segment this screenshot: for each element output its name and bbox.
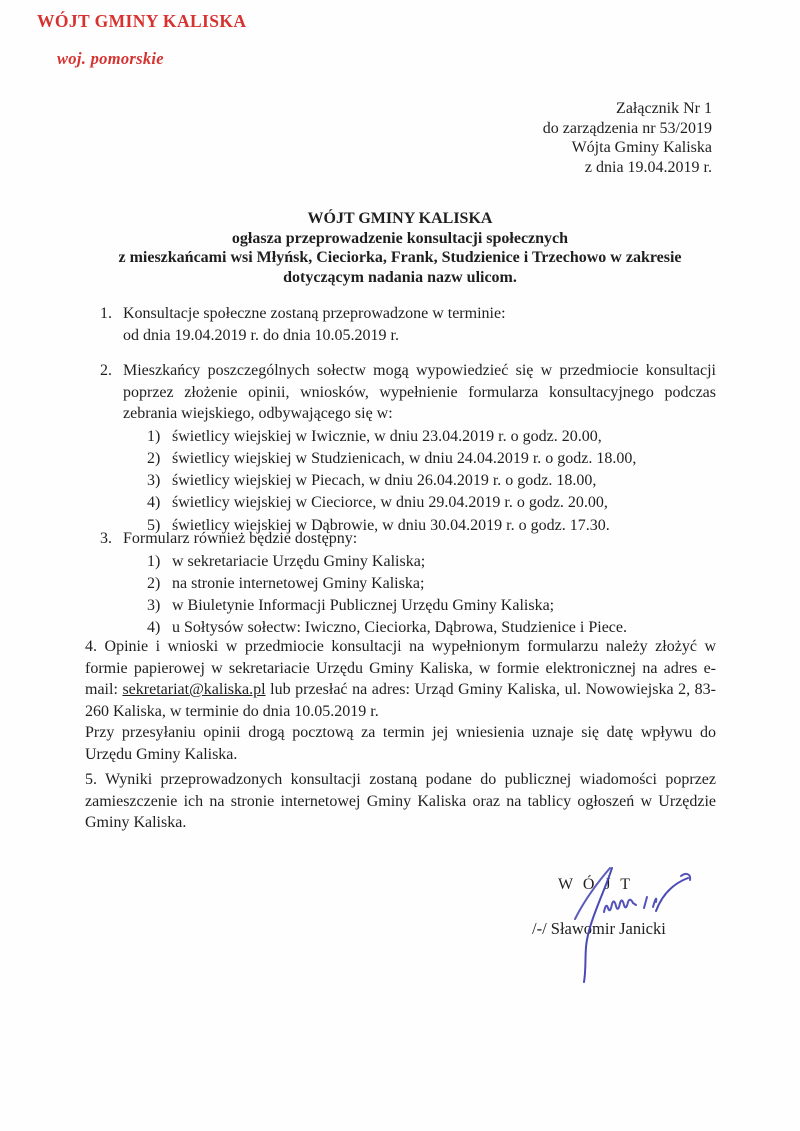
subitem-number: 4) [147,619,161,637]
attachment-line: Załącznik Nr 1 [616,100,712,117]
results-paragraph-text: 5. Wyniki przeprowadzonych konsultacji zostaną podane do publicznej wiadomości poprzez zamieszczenie ich na stronie internetowej Gminy Kaliska oraz na tablicy ogłoszeń w Urzędzie Gminy Kaliska. [85,771,716,831]
letterhead-title: WÓJT GMINY KALISKA [37,11,247,31]
item-text-line: od dnia 19.04.2019 r. do dnia 10.05.2019 r. [123,326,399,344]
list-item-1 [85,303,716,346]
subitem-text: świetlicy wiejskiej w Iwicznie, w dniu 23.04.2019 r. o godz. 20.00, [172,427,602,445]
item-number: 1. [100,305,112,322]
heading-line: WÓJT GMINY KALISKA [307,210,493,227]
subitem-number: 1) [147,552,161,570]
submission-text-after-email: lub przesłać na adres: Urząd Gminy Kaliska, ul. Nowowiejska 2, 83-260 Kaliska, w terminie do dnia 10.05.2019 r. [85,681,716,720]
signature-name: /-/ Sławomir Janicki [532,919,666,938]
announcement-heading [40,209,760,287]
schedule-item [147,492,716,514]
form-availability-list [85,551,716,640]
attachment-line: do zarządzenia nr 53/2019 [542,119,712,137]
attachment-reference-block [543,99,712,177]
subitem-text: świetlicy wiejskiej w Cieciorce, w dniu 29.04.2019 r. o godz. 20.00, [172,494,608,512]
letterhead-subtitle: woj. pomorskie [57,49,164,68]
list-item-2 [85,360,716,537]
postal-delivery-note: Przy przesyłaniu opinii drogą pocztową za termin jej wniesienia uznaje się datę wpływu do Urzędu Gminy Kaliska. [85,724,716,763]
subitem-text: na stronie internetowej Gminy Kaliska; [172,574,425,592]
submission-paragraph-text [85,636,716,722]
item-number: 3. [100,530,112,547]
subitem-text: w sekretariacie Urzędu Gminy Kaliska; [172,552,426,570]
subitem-number: 1) [147,427,161,445]
subitem-number: 2) [147,574,161,592]
subitem-text: w Biuletynie Informacji Publicznej Urzędu Gminy Kaliska; [172,597,555,615]
subitem-number: 3) [147,472,161,490]
attachment-line: Wójta Gminy Kaliska [571,139,712,156]
availability-item [147,573,716,595]
heading-line: ogłasza przeprowadzenie konsultacji społecznych [231,229,569,247]
heading-line: z mieszkańcami wsi Młyńsk, Cieciorka, Frank, Studzienice i Trzechowo w zakresie [118,249,682,266]
subitem-text: świetlicy wiejskiej w Piecach, w dniu 26.04.2019 r. o godz. 18.00, [172,472,597,490]
subitem-text: świetlicy wiejskiej w Dąbrowie, w dniu 30.04.2019 r. o godz. 17.30. [172,516,610,534]
subitem-text: świetlicy wiejskiej w Studzienicach, w dniu 24.04.2019 r. o godz. 18.00, [172,449,637,467]
signature-role: W Ó J T [558,876,634,893]
consultation-schedule-list [85,426,716,537]
submission-text-before-email: 4. Opinie i wnioski w przedmiocie konsultacji na wypełnionym formularzu należy złożyć w formie papierowej w sekretariacie Urzędu Gminy Kaliska, w formie elektronicznej na adres e-mail: [85,638,716,698]
list-item-3 [85,528,716,640]
attachment-line: z dnia 19.04.2019 r. [584,158,712,176]
schedule-item [147,470,716,492]
item-number: 2. [100,362,112,379]
item-text: Formularz również będzie dostępny: [123,530,358,547]
availability-item [147,595,716,617]
email-link[interactable]: sekretariat@kaliska.pl [122,681,266,698]
subitem-number: 2) [147,449,161,467]
signature-block [520,855,730,1005]
availability-item [147,551,716,573]
paragraph-submission [85,636,716,765]
item-text: Mieszkańcy poszczególnych sołectw mogą wypowiedzieć się w przedmiocie konsultacji poprzez złożenie opinii, wniosków, wypełnienie formularza konsultacyjnego podczas zebrania wiejskiego, odbywającego się w: [123,362,716,422]
subitem-number: 5) [147,516,161,534]
schedule-item [147,426,716,448]
subitem-number: 3) [147,597,161,615]
subitem-text: u Sołtysów sołectw: Iwiczno, Cieciorka, Dąbrowa, Studzienice i Piece. [172,619,627,637]
subitem-number: 4) [147,494,161,512]
paragraph-results [85,769,716,834]
heading-line: dotyczącym nadania nazw ulicom. [283,268,517,286]
item-text-line: Konsultacje społeczne zostaną przeprowadzone w terminie: [123,305,506,322]
schedule-item [147,448,716,470]
